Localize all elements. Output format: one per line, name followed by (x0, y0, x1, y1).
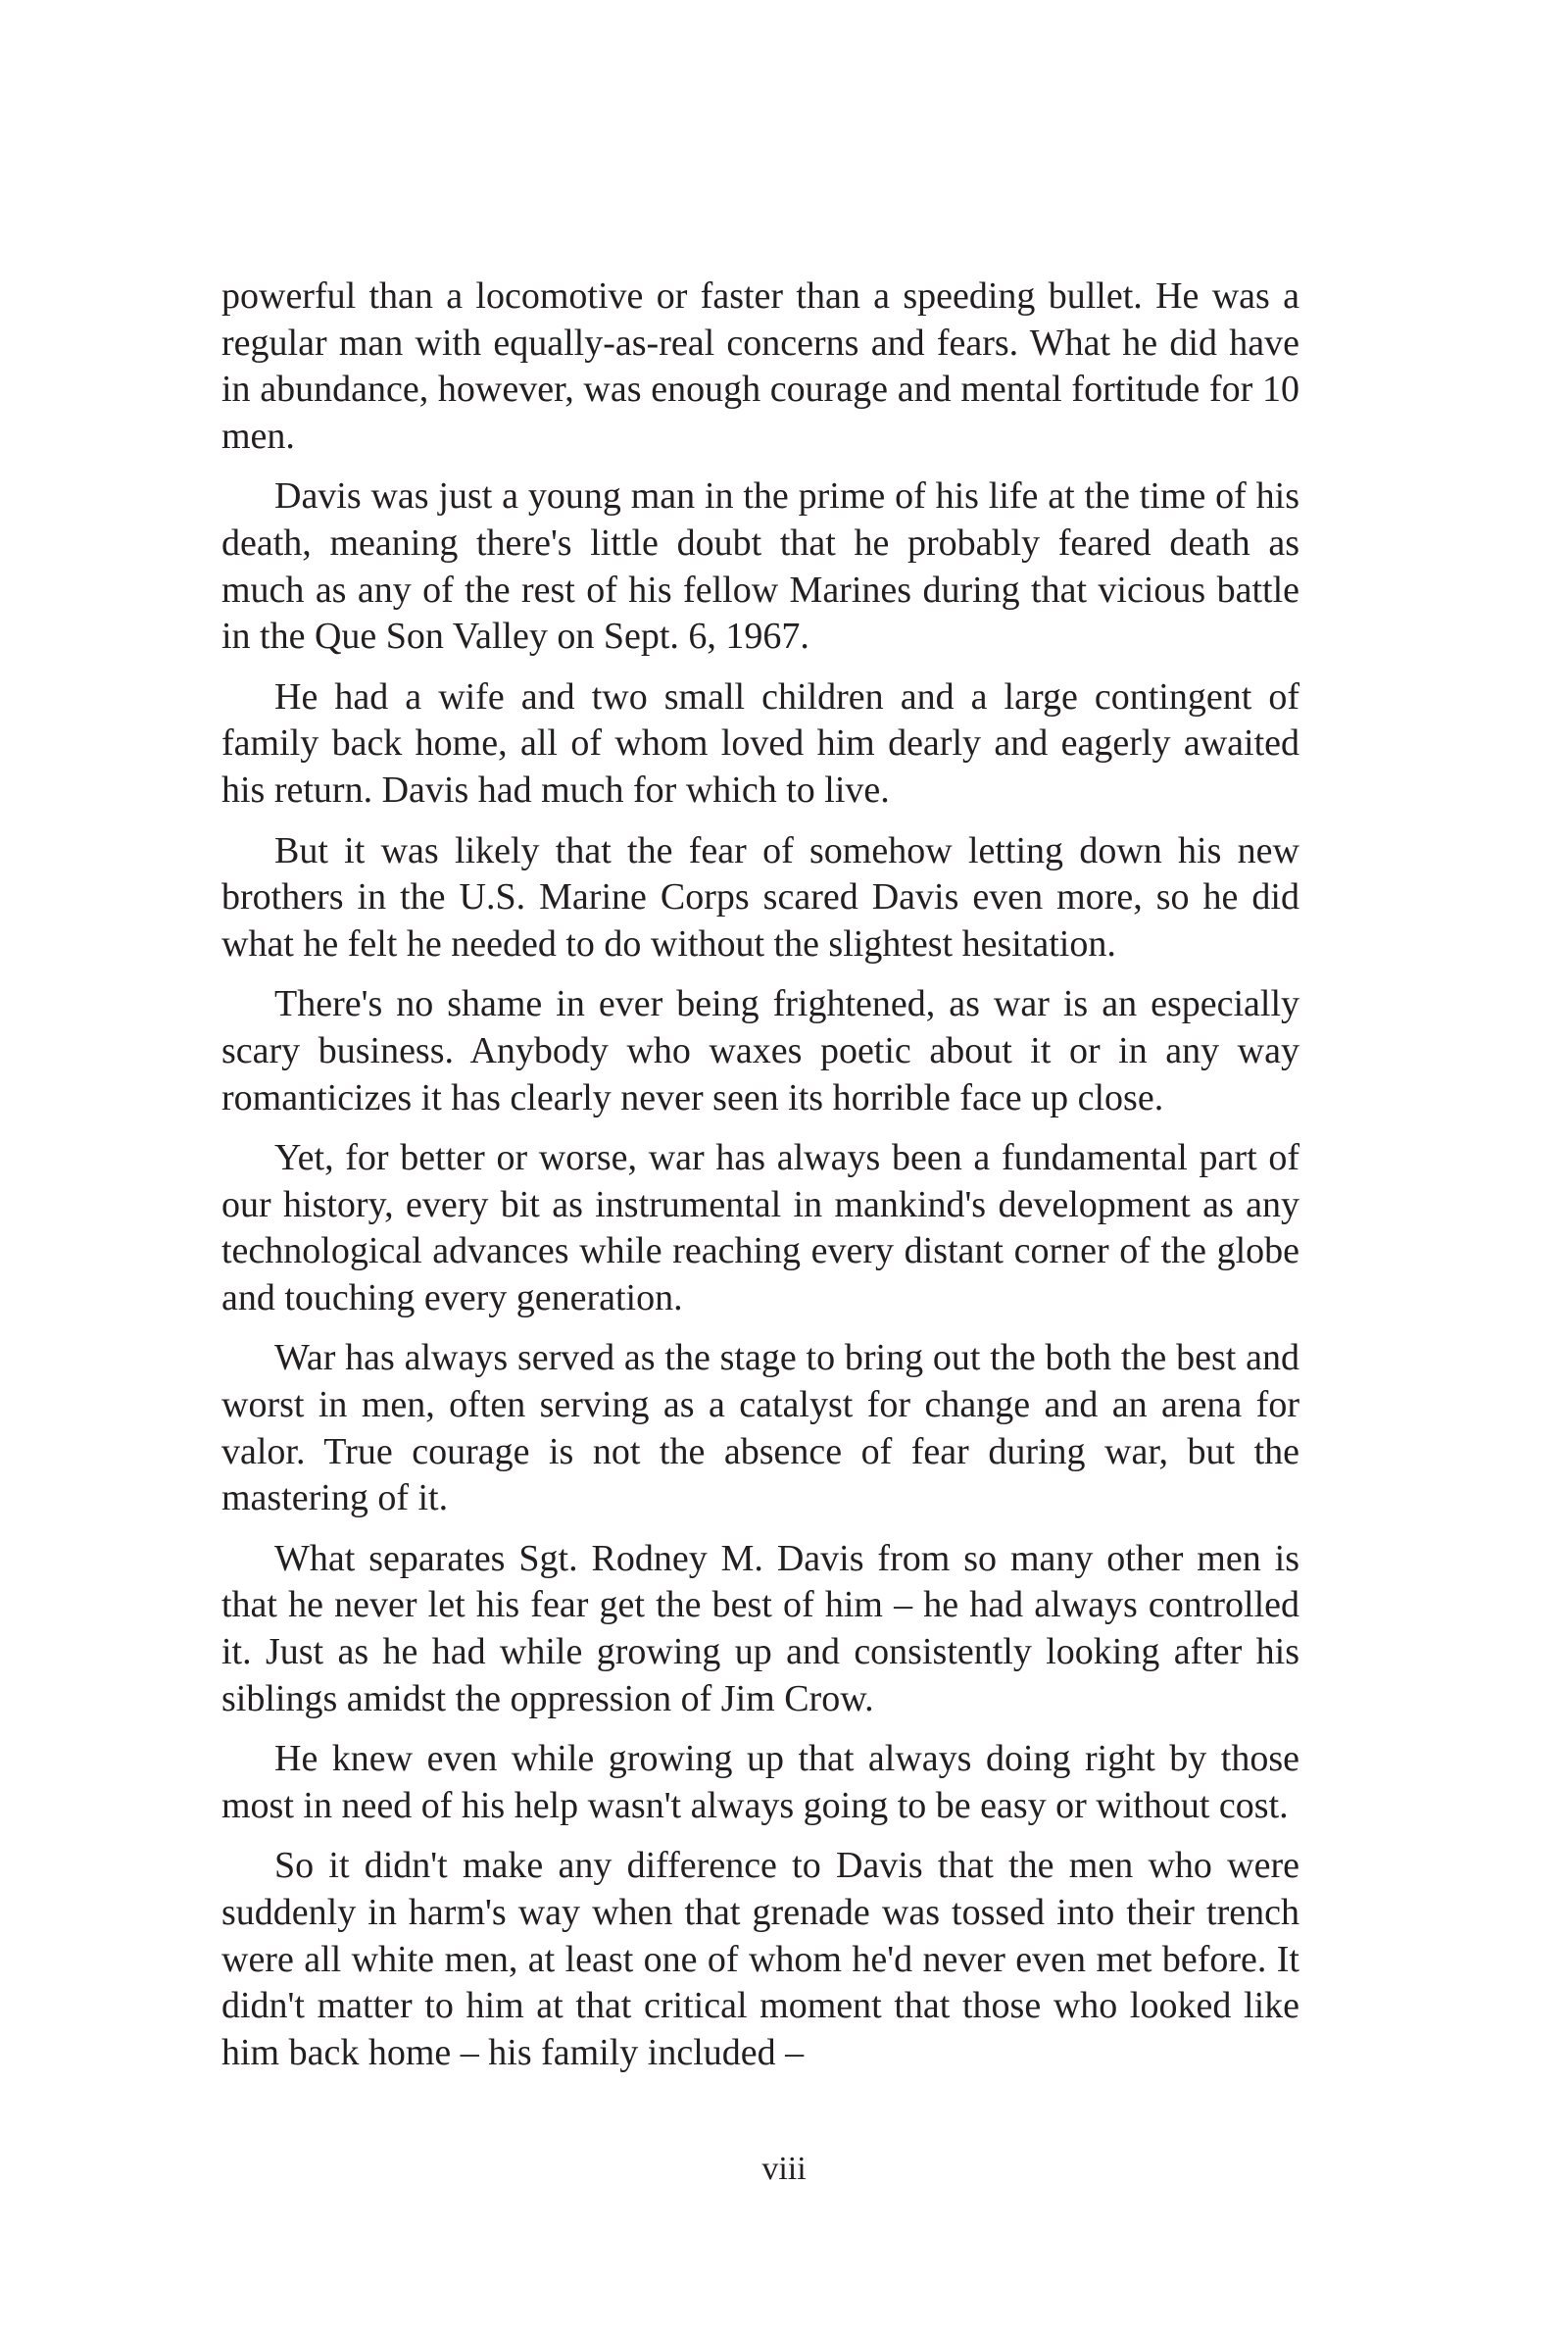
paragraph: Davis was just a young man in the prime of his life at the time of his death, meaning there's little doubt that he probably feared death as much as any of the rest of his fellow Marines during that vicious battle in the Que Son Valley on Sept. 6, 1967. (221, 475, 1299, 658)
body-text (221, 273, 1299, 2090)
page-number: viii (761, 2151, 807, 2187)
paragraph: He had a wife and two small children and a large contingent of family back home, all of whom loved him dearly and eagerly awaited his return. Davis had much for which to live. (221, 675, 1299, 811)
paragraph: But it was likely that the fear of somehow letting down his new brothers in the U.S. Marine Corps scared Davis even more, so he did what he felt he needed to do without the slightest hesitation. (221, 829, 1299, 965)
paragraph: So it didn't make any difference to Davis that the men who were suddenly in harm's way when that grenade was tossed into their trench were all white men, at least one of whom he'd never even met before. It didn't matter to him at that critical moment that those who looked like him back home – his family included – (221, 1845, 1299, 2073)
paragraph: He knew even while growing up that always doing right by those most in need of his help wasn't always going to be easy or without cost. (221, 1738, 1299, 1826)
paragraph: Yet, for better or worse, war has always been a fundamental part of our history, every bit as instrumental in mankind's development as any technological advances while reaching every distant corner of the globe and touching every generation. (221, 1137, 1299, 1318)
paragraph-continued: powerful than a locomotive or faster than a speeding bullet. He was a regular man with equally-as-real concerns and fears. What he did have in abundance, however, was enough courage and mental fortitude for 10 men. (221, 275, 1299, 457)
paragraph: There's no shame in ever being frightened, as war is an especially scary business. Anybody who waxes poetic about it or in any way romanticizes it has clearly never seen its horrible face up close. (221, 983, 1299, 1118)
paragraph: What separates Sgt. Rodney M. Davis from so many other men is that he never let his fear get the best of him – he had always controlled it. Just as he had while growing up and consistently looking after his siblings amidst the oppression of Jim Crow. (221, 1537, 1299, 1719)
paragraph: War has always served as the stage to bring out the both the best and worst in men, often serving as a catalyst for change and an arena for valor. True courage is not the absence of fear during war, but the mastering of it. (221, 1337, 1299, 1519)
